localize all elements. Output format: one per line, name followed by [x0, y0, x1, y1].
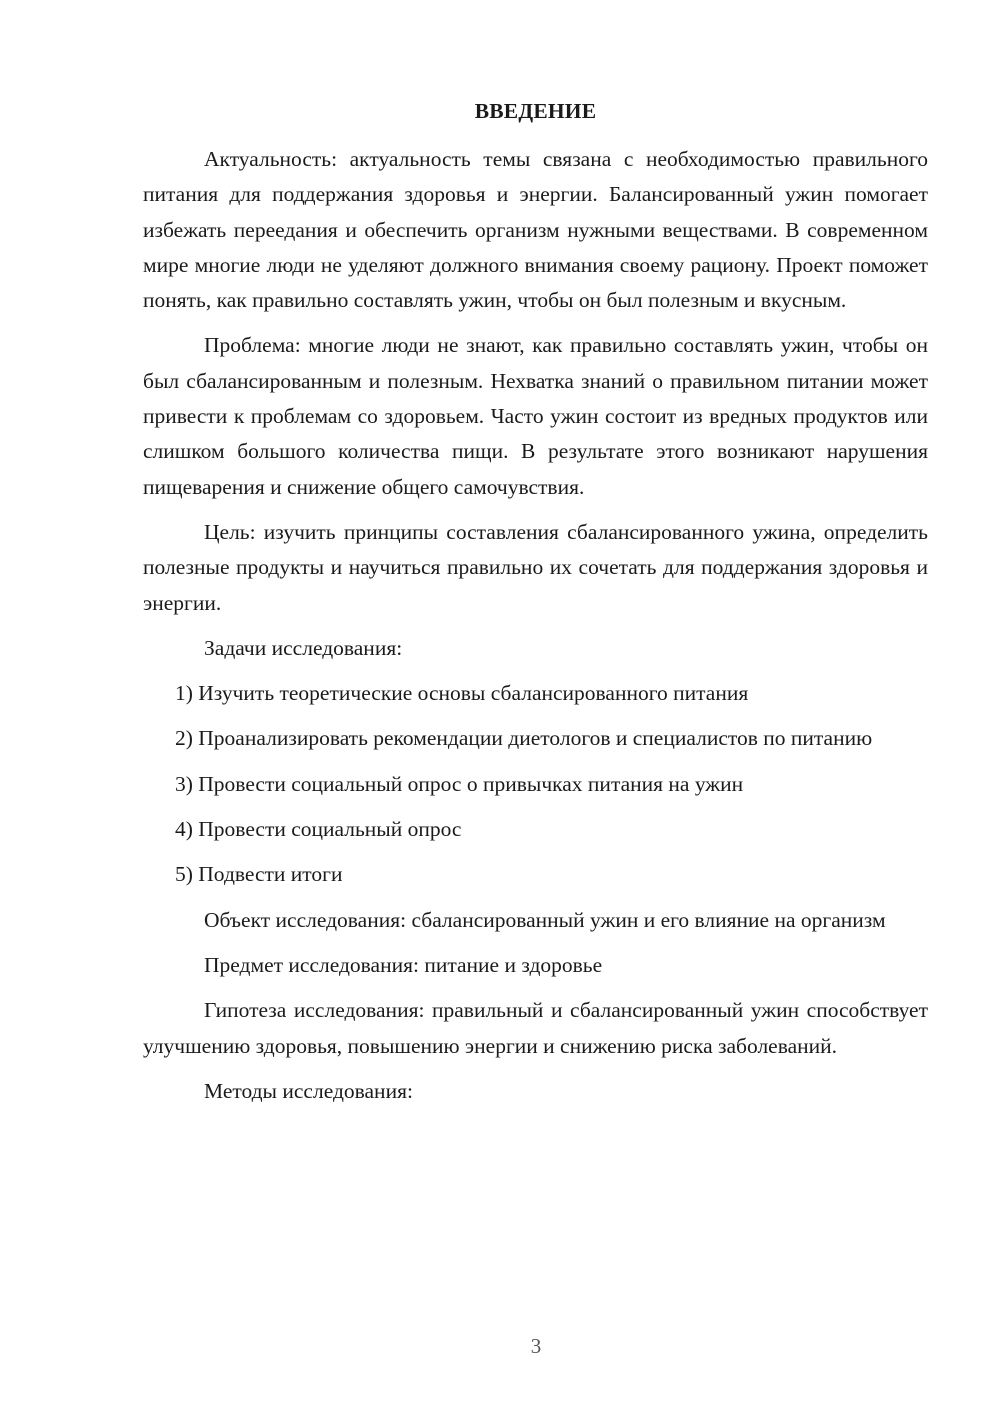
- task-item-5: 5) Подвести итоги: [175, 862, 343, 887]
- paragraph-object: Объект исследования: сбалансированный ужин и его влияние на организм: [204, 907, 886, 932]
- task-item-2: 2) Проанализировать рекомендации диетологов и специалистов по питанию: [175, 726, 873, 751]
- document-page: [143, 96, 928, 1119]
- paragraph-goal: Цель: изучить принципы составления сбалансированного ужина, определить полезные продукты и научиться правильно их сочетать для поддержания здоровья и энергии.: [143, 519, 928, 615]
- paragraph-hypothesis: Гипотеза исследования: правильный и сбалансированный ужин способствует улучшению здоровья, повышению энергии и снижению риска заболеваний.: [143, 998, 928, 1058]
- tasks-heading: Задачи исследования:: [204, 635, 403, 660]
- page-title: ВВЕДЕНИЕ: [474, 99, 597, 123]
- task-item-3: 3) Провести социальный опрос о привычках питания на ужин: [175, 771, 744, 796]
- paragraph-problem: Проблема: многие люди не знают, как правильно составлять ужин, чтобы он был сбалансированным и полезным. Нехватка знаний о правильном питании может привести к проблемам со здоровьем. Часто ужин состоит из вредных продуктов или слишком большого количества пищи. В результате этого возникают нарушения пищеварения и снижение общего самочувствия.: [143, 333, 928, 499]
- methods-heading: Методы исследования:: [204, 1078, 413, 1103]
- page-number: 3: [530, 1334, 542, 1358]
- task-item-4: 4) Провести социальный опрос: [175, 817, 462, 842]
- paragraph-relevance: Актуальность: актуальность темы связана с необходимостью правильного питания для поддержания здоровья и энергии. Балансированный ужин помогает избежать переедания и обеспечить организм нужными веществами. В современном мире многие люди не уделяют должного внимания своему рациону. Проект поможет понять, как правильно составлять ужин, чтобы он был полезным и вкусным.: [143, 147, 928, 313]
- task-item-1: 1) Изучить теоретические основы сбалансированного питания: [175, 681, 749, 706]
- paragraph-subject: Предмет исследования: питание и здоровье: [204, 952, 603, 977]
